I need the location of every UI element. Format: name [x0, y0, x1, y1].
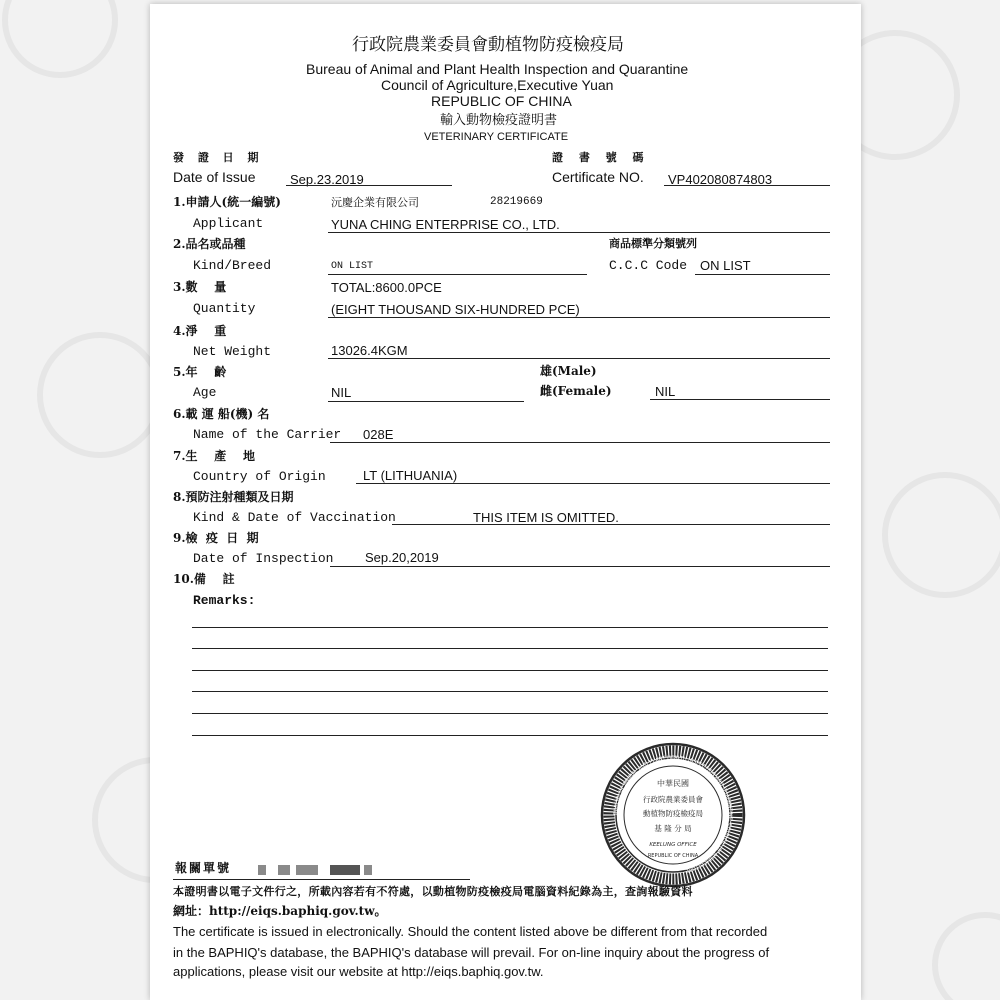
- origin-underline: [356, 483, 830, 484]
- redaction-block: [296, 865, 318, 875]
- footer-note-en-1: The certificate is issued in electronically. Should the content listed above be different from that recorded: [173, 924, 768, 939]
- footer-note-en-2: in the BAPHIQ's database, the BAPHIQ's database will prevail. For on-line inquiry about the progress of: [173, 945, 770, 960]
- remarks-line-6: [192, 735, 828, 736]
- quantity-total: TOTAL:8600.0PCE: [331, 280, 442, 295]
- vaccination-label-zh: 8.預防注射種類及日期: [173, 490, 294, 504]
- doc-title-en: VETERINARY CERTIFICATE: [424, 131, 569, 143]
- inspection-underline: [330, 566, 830, 567]
- origin-label-zh: 7.生 產 地: [173, 449, 255, 463]
- carrier-value: 028E: [363, 427, 394, 442]
- redaction-block: [364, 865, 372, 875]
- cert-label-zh: 證 書 號 碼: [552, 151, 650, 164]
- customs-underline: [173, 879, 470, 880]
- sex-underline: [650, 399, 830, 400]
- official-seal: [600, 742, 746, 888]
- seal-line-2: 行政院農業委員會: [643, 795, 703, 804]
- vaccination-underline: [392, 524, 830, 525]
- net-weight-label-zh: 4.淨 重: [173, 324, 227, 338]
- cert-label-en: Certificate NO.: [552, 169, 644, 185]
- applicant-label-en: Applicant: [193, 216, 264, 231]
- age-value: NIL: [331, 385, 352, 400]
- male-label: 雄(Male): [540, 364, 597, 378]
- net-weight-value: 13026.4KGM: [331, 343, 408, 358]
- carrier-underline: [330, 442, 830, 443]
- header-title-en: Bureau of Animal and Plant Health Inspection and Quarantine: [306, 61, 689, 77]
- vaccination-value: THIS ITEM IS OMITTED.: [473, 510, 619, 525]
- quantity-label-zh: 3.數 量: [173, 280, 227, 294]
- header-title-zh: 行政院農業委員會動植物防疫檢疫局: [352, 35, 624, 55]
- seal-line-4: 基 隆 分 局: [654, 824, 692, 833]
- vaccination-label-en: Kind & Date of Vaccination: [193, 510, 396, 525]
- applicant-value-zh: 沅慶企業有限公司: [331, 196, 419, 209]
- footer-note-en-3: applications, please visit our website at http://eiqs.baphiq.gov.tw.: [173, 964, 544, 979]
- header-country: REPUBLIC OF CHINA: [431, 93, 572, 109]
- seal-line-5: KEELUNG OFFICE: [649, 842, 697, 848]
- redaction-block: [330, 865, 360, 875]
- remarks-line-3: [192, 670, 828, 671]
- footer-url-zh: 網址：http://eiqs.baphiq.gov.tw。: [173, 904, 387, 918]
- seal-line-3: 動植物防疫檢疫局: [643, 809, 703, 818]
- remarks-line-5: [192, 713, 828, 714]
- net-weight-label-en: Net Weight: [193, 344, 272, 359]
- applicant-value-en: YUNA CHING ENTERPRISE CO., LTD.: [331, 217, 560, 232]
- issue-label-en: Date of Issue: [173, 169, 256, 185]
- quantity-label-en: Quantity: [193, 301, 256, 316]
- customs-label: 報關單號: [175, 861, 232, 875]
- female-label: 雌(Female): [540, 384, 612, 398]
- age-label-en: Age: [193, 385, 217, 400]
- kind-underline: [328, 274, 587, 275]
- cert-number: VP402080874803: [668, 172, 773, 187]
- remarks-line-1: [192, 627, 828, 628]
- redaction-block: [258, 865, 266, 875]
- age-label-zh: 5.年 齡: [173, 365, 227, 379]
- net-weight-underline: [328, 358, 830, 359]
- inspection-date: Sep.20,2019: [365, 550, 439, 565]
- applicant-id: 28219669: [490, 196, 543, 208]
- seal-line-6: REPUBLIC OF CHINA: [647, 853, 699, 859]
- ccc-value: ON LIST: [700, 258, 751, 273]
- kind-value: ON LIST: [331, 261, 374, 272]
- ccc-underline: [695, 274, 830, 275]
- cert-underline: [664, 185, 830, 186]
- seal-ring-text: BUREAU OF ANIMAL AND PLANT HEALTH INSPECTION AND QUARANTINE, COUNCIL OF AGRICULTURE: [612, 754, 734, 874]
- remarks-label-en: Remarks:: [193, 593, 256, 608]
- origin-value: LT (LITHUANIA): [363, 468, 458, 483]
- redaction-block: [278, 865, 290, 875]
- quantity-words: (EIGHT THOUSAND SIX-HUNDRED PCE): [331, 302, 580, 317]
- inspection-label-en: Date of Inspection: [193, 551, 334, 566]
- applicant-label-zh: 1.申請人(統一編號): [173, 195, 281, 209]
- remarks-line-2: [192, 648, 828, 649]
- quantity-underline: [328, 317, 830, 318]
- remarks-line-4: [192, 691, 828, 692]
- sex-value: NIL: [655, 384, 676, 399]
- issue-date: Sep.23.2019: [290, 172, 364, 187]
- inspection-label-zh: 9.檢 疫 日 期: [173, 531, 259, 545]
- footer-note-zh: 本證明書以電子文件行之，所載內容若有不符處，以動植物防疫檢疫局電腦資料紀錄為主，查詢報驗資料: [173, 885, 693, 898]
- kind-label-en: Kind/Breed: [193, 258, 272, 273]
- remarks-label-zh: 10.備 註: [173, 572, 235, 586]
- ccc-label-en: C.C.C Code: [609, 258, 688, 273]
- carrier-label-en: Name of the Carrier: [193, 427, 342, 442]
- ccc-label-zh: 商品標準分類號列: [609, 237, 697, 250]
- issue-label-zh: 發 證 日 期: [173, 151, 264, 164]
- applicant-underline: [328, 232, 830, 233]
- kind-label-zh: 2.品名或品種: [173, 237, 246, 251]
- origin-label-en: Country of Origin: [193, 469, 326, 484]
- seal-line-1: 中華民國: [657, 779, 689, 788]
- issue-underline: [286, 185, 452, 186]
- header-council: Council of Agriculture,Executive Yuan: [381, 77, 614, 93]
- carrier-label-zh: 6.載 運 船(機) 名: [173, 407, 270, 421]
- doc-title-zh: 輸入動物檢疫證明書: [440, 113, 558, 128]
- age-underline: [328, 401, 524, 402]
